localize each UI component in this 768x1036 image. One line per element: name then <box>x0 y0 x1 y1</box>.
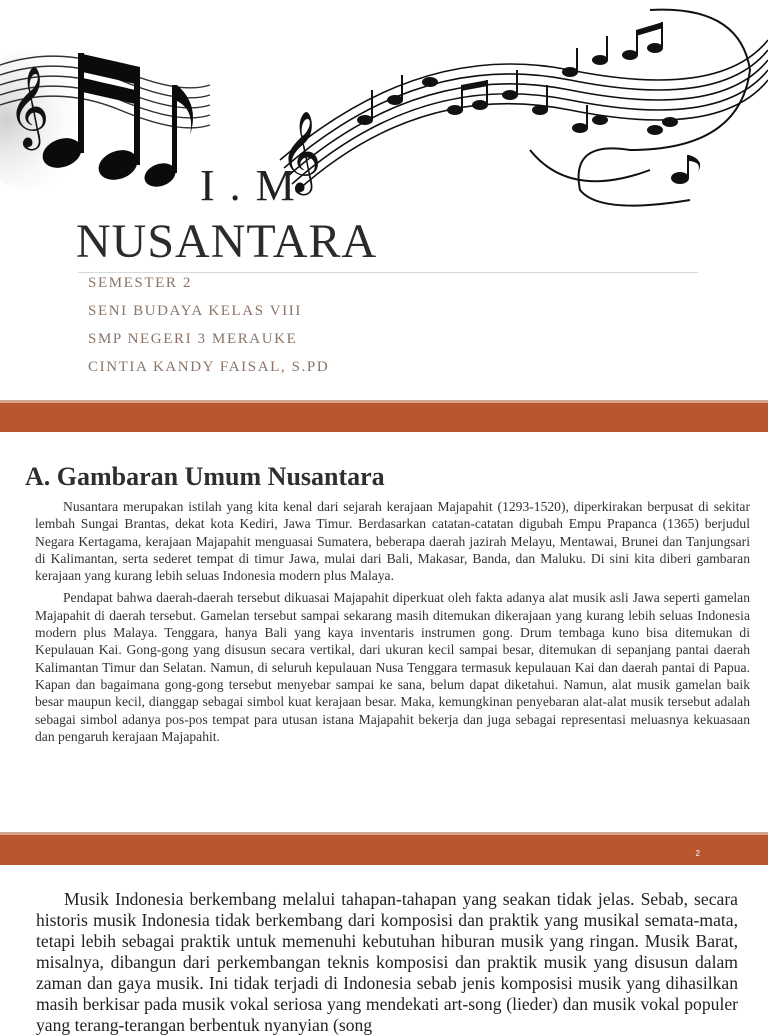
slide-body-text <box>36 889 738 1036</box>
subtitle-subject: SENI BUDAYA KELAS VIII <box>88 303 302 319</box>
music-notes-right-image <box>270 0 768 215</box>
slide-body-text <box>35 498 750 750</box>
subtitle-semester: SEMESTER 2 <box>88 275 192 291</box>
slide-title-line1: I . M <box>200 161 297 210</box>
slide-separator-bar <box>0 400 768 432</box>
subtitle-school: SMP NEGERI 3 MERAUKE <box>88 331 298 347</box>
paragraph: Pendapat bahwa daerah-daerah tersebut dikuasai Majapahit diperkuat oleh fakta adanya alat musik asli Jawa seperti gamelan Majapahit di daerah tersebut. Gamelan tersebut sampai sekarang masih ditemukan dikerajaan yang kurang lebih seluas Indonesia modern plus Malaya. Tenggara, hanya Bali yang kaya inventaris instrumen gong. Drum tembaga kuno bisa ditemukan di Kepulauan Kai. Gong-gong yang disusun secara vertikal, dari ukuran kecil sampai besar, ditemukan di sepanjang pantai daerah Kalimantan Timur dan Selatan. Namun, di seluruh kepulauan Nusa Tenggara termasuk kepulauan Kai dan daerah pantai di Papua. Kapan dan bagaimana gong-gong tersebut menyebar sampai ke sana, belum dapat diketahui. Namun, alat musik gamelan baik besar maupun kecil, dianggap sebagai simbol kuat kerajaan besar. Maka, kemungkinan penyebaran alat-alat musik tersebut adalah sebagai simbol adanya pos-pos tempat para utusan istana Majapahit bekerja dan juga sebagai representasi meluasnya kekuasaan dan pengaruh kerajaan Majapahit. <box>35 590 750 744</box>
title-divider <box>78 272 698 273</box>
content-slide <box>0 432 768 832</box>
slide-footer-bar <box>0 832 768 865</box>
title-slide <box>0 0 768 400</box>
page-number: 2 <box>695 849 700 858</box>
slide-title-line2: NUSANTARA <box>76 215 378 268</box>
svg-text:𝄞: 𝄞 <box>8 65 50 147</box>
music-notes-left-image <box>0 25 215 200</box>
paragraph: Musik Indonesia berkembang melalui tahapan-tahapan yang seakan tidak jelas. Sebab, secara historis musik Indonesia tidak berkembang dari komposisi dan praktik yang musikal semata-mata, tetapi lebih sebagai praktik untuk memenuhi kebutuhan hiburan musik yang ringan. Musik Barat, misalnya, dibangun dari perkembangan teknis komposisi dan praktik musik yang disusun dalam zaman dan gaya musik. Ini tidak terjadi di Indonesia sebab jenis komposisi musik yang dihasilkan masih berkisar pada musik vokal seriosa yang mendekati art-song (lieder) dan musik vokal populer yang terang-terangan berbentuk nyanyian (song <box>36 889 738 1035</box>
paragraph: Nusantara merupakan istilah yang kita kenal dari sejarah kerajaan Majapahit (1293-1520), diperkirakan berpusat di sekitar lembah Sungai Brantas, dekat kota Kediri, Jawa Timur. Berdasarkan catatan-catatan digubah Empu Prapanca (1365) berjudul Negara Kertagama, kerajaan Majapahit menguasai Sumatera, beberapa daerah jazirah Melayu, Mentawai, Brunei dan Tanjungsari di Kalimantan, serta sederet tempat di timur Jawa, mulai dari Bali, Makasar, Banda, dan Maluku. Di sini kita diberi gambaran kerajaan yang kurang lebih seluas Indonesia modern plus Malaya. <box>35 499 750 584</box>
svg-text:𝄞: 𝄞 <box>280 110 322 192</box>
subtitle-author: CINTIA KANDY FAISAL, S.PD <box>88 359 330 375</box>
slide-heading: A. Gambaran Umum Nusantara <box>25 462 385 491</box>
content-slide <box>0 865 768 1035</box>
